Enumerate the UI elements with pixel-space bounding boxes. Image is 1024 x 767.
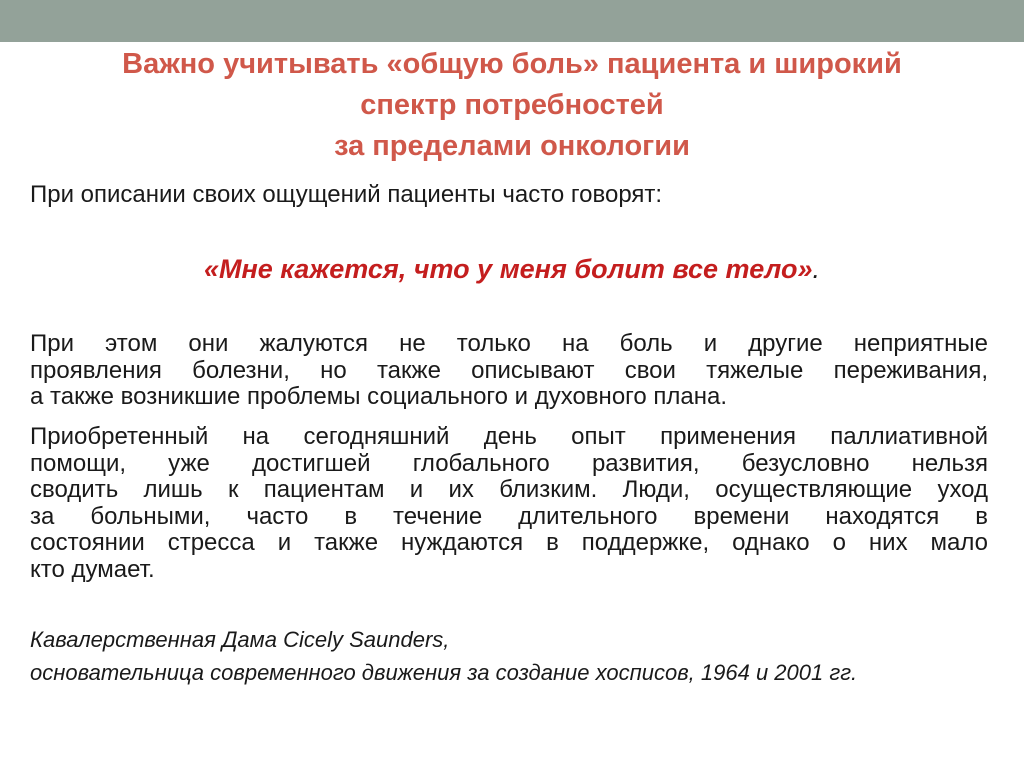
signature-role: основательница современного движения за создание хосписов, 1964 и 2001 гг.: [30, 660, 858, 685]
title-line-1: Важно учитывать «общую боль» пациента и широкий: [122, 48, 902, 80]
paragraph-2-line: помощи, уже достигшей глобального развития, безусловно нельзя: [30, 449, 988, 477]
paragraph-2-line: сводить лишь к пациентам и их близким. Люди, осуществляющие уход: [30, 476, 988, 503]
quote-period: .: [812, 254, 821, 284]
top-decorative-bar: [0, 0, 1024, 42]
signature-name: Кавалерственная Дама Cicely Saunders,: [30, 627, 450, 652]
paragraph-1-line: При этом они жалуются не только на боль и другие неприятные: [30, 330, 988, 357]
paragraph-2-line: Приобретенный на сегодняшний день опыт применения паллиативной: [30, 423, 988, 450]
paragraph-2-line: кто думает.: [30, 555, 155, 583]
paragraph-2-line: состоянии стресса и также нуждаются в поддержке, однако о них мало: [30, 529, 988, 556]
quote-text: «Мне кажется, что у меня болит все тело»: [203, 254, 813, 284]
paragraph-1-line: проявления болезни, но также описывают свои тяжелые переживания,: [30, 356, 988, 384]
patient-quote: [0, 252, 1024, 286]
paragraph-2-line: за больными, часто в течение длительного времени находятся в: [30, 502, 988, 530]
intro-text: При описании своих ощущений пациенты часто говорят:: [30, 181, 663, 208]
slide-title: [40, 44, 984, 167]
paragraph-2: [30, 424, 988, 583]
paragraph-1: [30, 331, 988, 411]
title-line-2: спектр потребностей: [360, 89, 664, 121]
title-line-3: за пределами онкологии: [334, 130, 690, 162]
paragraph-1-line: а также возникшие проблемы социального и духовного плана.: [30, 383, 728, 410]
